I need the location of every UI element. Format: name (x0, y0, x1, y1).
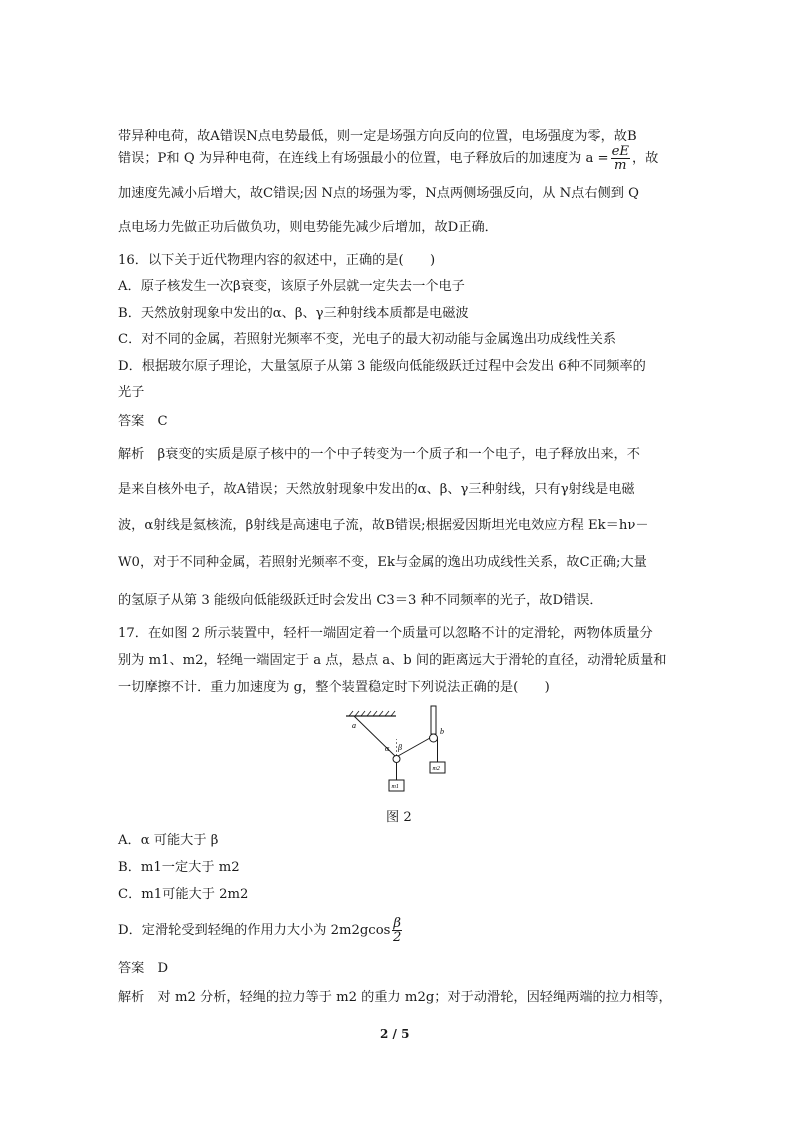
fraction-denominator: 2 (393, 930, 402, 945)
option-17-d-text: D．定滑轮受到轻绳的作用力大小为 2m2gcos (118, 923, 391, 938)
label-a: a (352, 721, 356, 730)
text-line-2-a: 错误；P和 Q 为异种电荷，在连线上有场强最小的位置，电子释放后的加速度为 a = (118, 151, 609, 166)
analysis-16-line-2: 是来自核外电子，故A错误；天然放射现象中发出的α、β、γ三种射线，只有γ射线是电磁 (118, 482, 635, 497)
label-m1: m1 (391, 784, 399, 790)
text-line-3: 加速度先减小后增大，故C错误;因 N点的场强为零，N点两侧场强反向，从 N点右侧到 Q (118, 186, 639, 201)
option-16-b: B．天然放射现象中发出的α、β、γ三种射线本质都是电磁波 (118, 306, 469, 321)
option-16-d: D．根据玻尔原子理论，大量氢原子从第 3 能级向低能级跃迁过程中会发出 6种不同频率的 (118, 359, 646, 374)
fraction-beta-over-2 (392, 917, 402, 944)
option-17-c: C．m1可能大于 2m2 (118, 887, 249, 902)
analysis-16-line-4: W0，对于不同种金属，若照射光频率不变，Ek与金属的逸出功成线性关系，故C正确;大量 (118, 555, 647, 570)
answer-17: 答案 D (118, 961, 169, 976)
option-16-a: A．原子核发生一次β衰变，该原子外层就一定失去一个电子 (118, 279, 465, 294)
option-16-d-cont: 光子 (118, 385, 145, 400)
text-line-2 (118, 145, 658, 172)
ceiling-hatch (349, 711, 395, 716)
analysis-16-line-3: 波，α射线是氦核流，β射线是高速电子流，故B错误;根据爱因斯坦光电效应方程 Ek＝hν－ (118, 518, 649, 533)
fraction-numerator: eE (611, 144, 629, 159)
label-alpha: α (385, 744, 390, 753)
analysis-16-line-1: 解析 β衰变的实质是原子核中的一个中子转变为一个质子和一个电子，电子释放出来，不 (118, 447, 640, 462)
fixed-pulley (430, 734, 438, 742)
label-b: b (440, 727, 444, 736)
fraction-denominator: m (614, 158, 627, 173)
fraction-eE-over-m (611, 145, 630, 172)
answer-16: 答案 C (118, 414, 168, 429)
option-17-a: A．α 可能大于 β (118, 833, 219, 848)
rope-right (398, 738, 430, 756)
text-line-1: 带异种电荷，故A错误N点电势最低，则一定是场强方向反向的位置，电场强度为零，故B (118, 129, 637, 144)
analysis-17-line-1: 解析 对 m2 分析，轻绳的拉力等于 m2 的重力 m2g；对于动滑轮，因轻绳两端的拉力相等， (118, 990, 672, 1005)
question-16-stem: 16．以下关于近代物理内容的叙述中，正确的是( ) (118, 253, 436, 268)
option-16-c: C．对不同的金属，若照射光频率不变，光电子的最大初动能与金属逸出功成线性关系 (118, 332, 617, 347)
question-17-stem-3: 一切摩擦不计．重力加速度为 g，整个装置稳定时下列说法正确的是( ) (118, 680, 550, 695)
page-number: 2 / 5 (380, 1027, 410, 1041)
moving-pulley (393, 756, 400, 763)
analysis-16-line-5: 的氢原子从第 3 能级向低能级跃迁时会发出 C3＝3 种不同频率的光子，故D错误． (118, 593, 603, 608)
text-line-2-b: ，故 (632, 151, 659, 166)
pulley-diagram (340, 704, 460, 804)
fraction-numerator: β (393, 916, 402, 931)
text-line-4: 点电场力先做正功后做负功，则电势能先减少后增加，故D正确． (118, 220, 498, 235)
figure-caption: 图 2 (386, 810, 412, 825)
question-17-stem-2: 别为 m1、m2，轻绳一端固定于 a 点，悬点 a、b 间的距离远大于滑轮的直径，动滑轮质量和 (118, 653, 667, 668)
rod (431, 706, 436, 734)
option-17-d (118, 917, 404, 944)
label-m2: m2 (432, 766, 440, 772)
label-beta: β (398, 743, 402, 752)
option-17-b: B．m1一定大于 m2 (118, 860, 240, 875)
question-17-stem-1: 17．在如图 2 所示装置中，轻杆一端固定着一个质量可以忽略不计的定滑轮，两物体质量分 (118, 626, 653, 641)
